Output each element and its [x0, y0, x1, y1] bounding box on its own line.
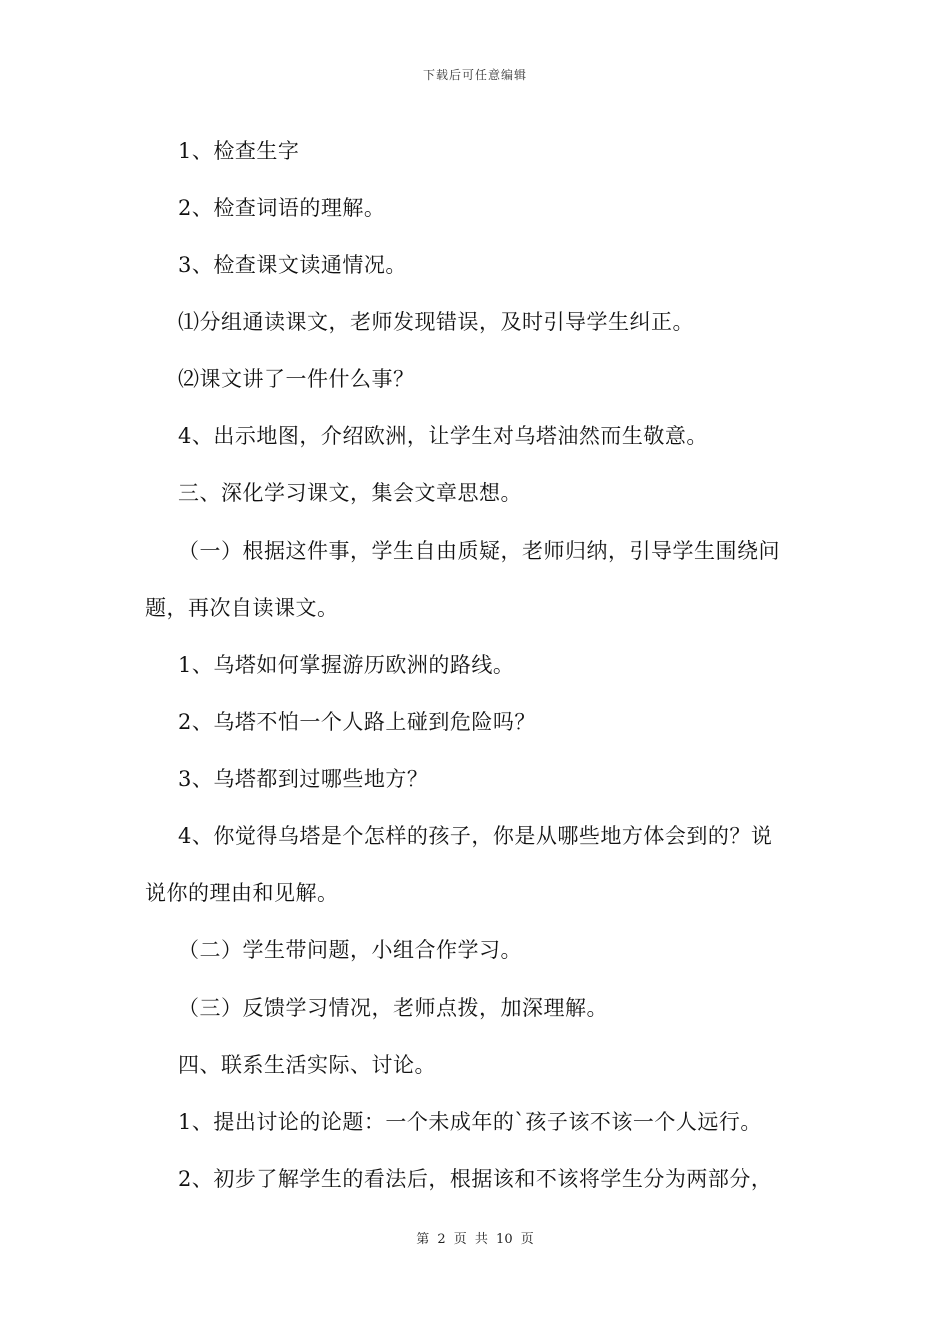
- paragraph-line: （二）学生带问题，小组合作学习。: [178, 938, 522, 962]
- paragraph-line: 1、检查生字: [178, 139, 300, 163]
- paragraph-line: 说你的理由和见解。: [145, 881, 339, 905]
- paragraph-line: ⑴分组通读课文，老师发现错误，及时引导学生纠正。: [178, 310, 694, 334]
- paragraph-line: 2、检查词语的理解。: [178, 196, 386, 220]
- paragraph-line: 题，再次自读课文。: [145, 596, 339, 620]
- paragraph-line: 3、乌塔都到过哪些地方？: [178, 767, 429, 791]
- paragraph-line: 3、检查课文读通情况。: [178, 253, 407, 277]
- section-heading: 三、深化学习课文，集会文章思想。: [178, 481, 522, 505]
- paragraph-line: （三）反馈学习情况，老师点拨，加深理解。: [178, 996, 608, 1020]
- paragraph-line: ⑵课文讲了一件什么事？: [178, 367, 415, 391]
- paragraph-line: 2、初步了解学生的看法后，根据该和不该将学生分为两部分，: [178, 1167, 773, 1191]
- paragraph-line: 1、乌塔如何掌握游历欧洲的路线。: [178, 653, 515, 677]
- section-heading: 四、联系生活实际、讨论。: [178, 1053, 436, 1077]
- paragraph-line: 4、出示地图，介绍欧洲，让学生对乌塔油然而生敬意。: [178, 424, 708, 448]
- page-number-footer: 第 2 页 共 10 页: [416, 1232, 534, 1247]
- paragraph-line: 1、提出讨论的论题：一个未成年的`孩子该不该一个人远行。: [178, 1110, 762, 1134]
- page-header: 下载后可任意编辑: [422, 68, 527, 82]
- paragraph-line: （一）根据这件事，学生自由质疑，老师归纳，引导学生围绕问: [178, 539, 780, 563]
- paragraph-line: 2、乌塔不怕一个人路上碰到危险吗？: [178, 710, 536, 734]
- paragraph-line: 4、你觉得乌塔是个怎样的孩子，你是从哪些地方体会到的？说: [178, 824, 773, 848]
